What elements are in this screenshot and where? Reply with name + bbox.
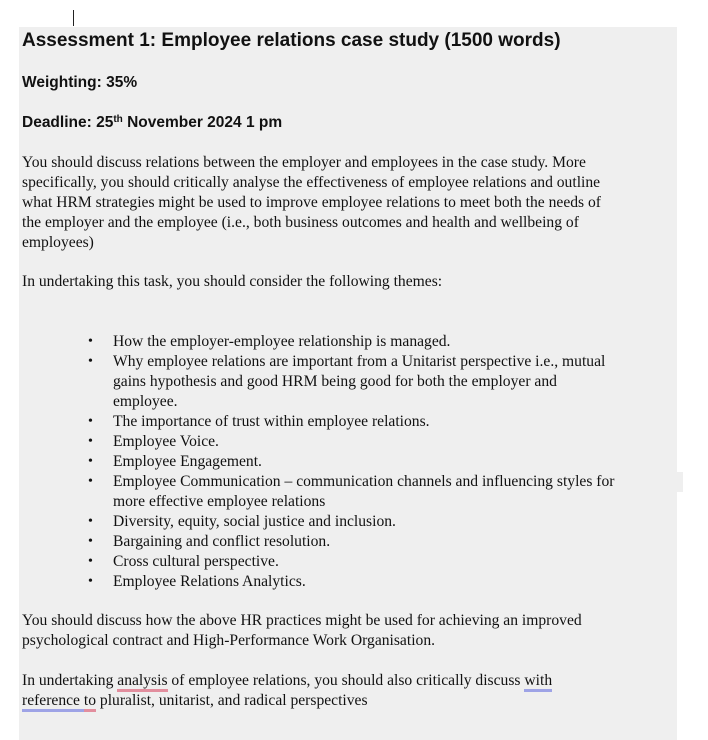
deadline-ordinal: th: [113, 114, 123, 125]
themes-intro: In undertaking this task, you should consider the following themes:: [22, 273, 443, 290]
list-item: • Cross cultural perspective.: [88, 553, 279, 570]
deadline-suffix: November 2024 1 pm: [122, 114, 283, 131]
list-item: • Employee Communication – communication channels and influencing styles for more effective employee relations: [88, 473, 615, 510]
list-item: • Why employee relations are important from a Unitarist perspective i.e., mutual gains hypothesis and good HRM being good for both the employer and employee.: [88, 353, 606, 410]
bullet-icon: •: [88, 514, 93, 529]
intro-line: You should discuss relations between the employer and employees in the case study. More: [22, 154, 586, 171]
practices-line: psychological contract and High-Performance Work Organisation.: [22, 632, 436, 649]
themes-list: [0, 332, 614, 592]
final-paragraph: [22, 671, 552, 711]
final-line-2: reference to pluralist, unitarist, and radical perspectives: [22, 691, 552, 711]
deadline-line: [22, 113, 282, 133]
practices-line: You should discuss how the above HR practices might be used for achieving an improved: [22, 612, 582, 629]
list-item: • Bargaining and conflict resolution.: [88, 533, 331, 550]
grammar-flag[interactable]: reference: [22, 692, 80, 712]
spelling-flag[interactable]: to: [84, 692, 96, 712]
list-item: • Employee Relations Analytics.: [88, 573, 306, 590]
weighting-line: Weighting: 35%: [22, 74, 138, 91]
bullet-icon: •: [88, 414, 93, 429]
spelling-flag[interactable]: analysis: [117, 672, 167, 692]
list-item: • The importance of trust within employee relations.: [88, 413, 430, 430]
intro-line: specifically, you should critically analyse the effectiveness of employee relations and outline: [22, 174, 601, 191]
bullet-icon: •: [88, 554, 93, 569]
page-edge: [677, 472, 683, 492]
list-item: • Employee Voice.: [88, 433, 219, 450]
grammar-flag[interactable]: with: [524, 672, 552, 692]
text-cursor: [73, 10, 74, 26]
list-item: • Diversity, equity, social justice and inclusion.: [88, 513, 396, 530]
list-item: • Employee Engagement.: [88, 453, 262, 470]
assessment-heading: Assessment 1: Employee relations case study (1500 words): [22, 30, 561, 51]
intro-line: employees): [22, 234, 94, 251]
intro-line: the employer and the employee (i.e., both business outcomes and health and wellbeing of: [22, 214, 579, 231]
list-item: • How the employer-employee relationship is managed.: [88, 333, 451, 350]
bullet-icon: •: [88, 354, 93, 369]
practices-paragraph: [22, 611, 582, 651]
intro-paragraph: [22, 153, 601, 253]
intro-line: what HRM strategies might be used to improve employee relations to meet both the needs of: [22, 194, 602, 211]
deadline-prefix: Deadline: 25: [22, 114, 114, 131]
bullet-icon: •: [88, 474, 93, 489]
bullet-icon: •: [88, 534, 93, 549]
bullet-icon: •: [88, 334, 93, 349]
bullet-icon: •: [88, 574, 93, 589]
bullet-icon: •: [88, 434, 93, 449]
bullet-icon: •: [88, 454, 93, 469]
final-line-1: In undertaking analysis of employee relations, you should also critically discuss with: [22, 671, 552, 691]
